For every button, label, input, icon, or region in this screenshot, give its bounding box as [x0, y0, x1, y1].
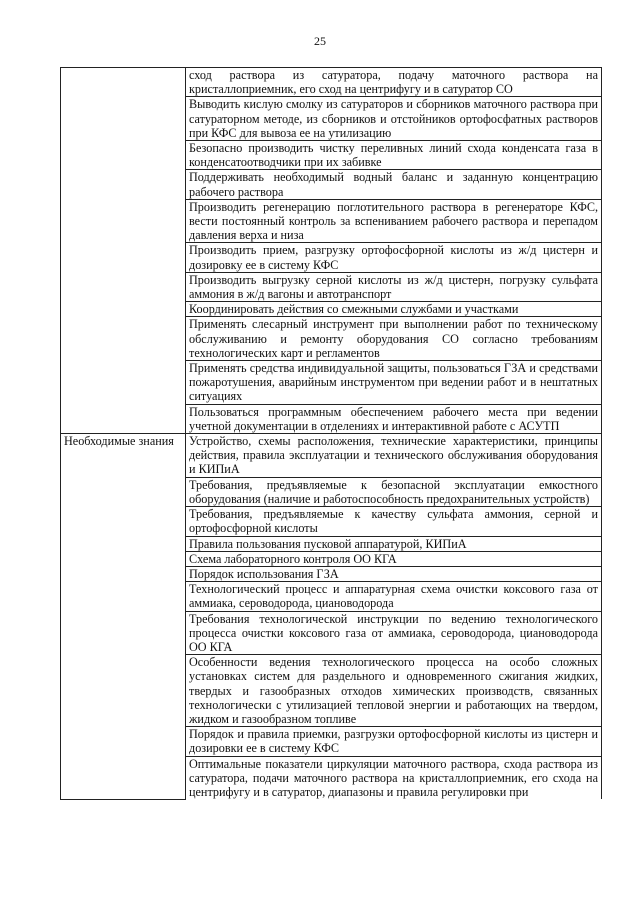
item-text: Порядок использования ГЗА	[189, 566, 339, 581]
labor-actions-label	[61, 68, 186, 434]
required-knowledge-item	[186, 434, 602, 478]
labor-actions-item	[186, 243, 602, 272]
item-text: Выводить кислую смолку из сатураторов и сборников маточного раствора при сатураторном методе, из сборников и отстойников ортофосфатных растворов при КФС для вывоза ее на утилизацию	[189, 97, 598, 140]
item-text: Применять слесарный инструмент при выполнении работ по техническому обслуживанию и ремонту оборудования СО согласно требованиям технологических карт и регламентов	[189, 317, 598, 360]
item-text: Правила пользования пусковой аппаратурой, КИПиА	[189, 536, 467, 551]
labor-actions-item	[186, 170, 602, 199]
item-text: Применять средства индивидуальной защиты, пользоваться ГЗА и средствами пожаротушения, аварийным инструментом при ведении работ и в нештатных ситуациях	[189, 361, 598, 404]
required-knowledge-item	[186, 611, 602, 655]
required-knowledge-item	[186, 566, 602, 581]
item-text: Устройство, схемы расположения, технические характеристики, принципы действия, правила эксплуатации и технического обслуживания оборудования и КИПиА	[189, 434, 598, 477]
item-text: сход раствора из сатуратора, подачу маточного раствора на кристаллоприемник, его сход на центрифугу и в сатуратор СО	[189, 68, 598, 97]
item-text: Производить прием, разгрузку ортофосфорной кислоты из ж/д цистерн и дозировку ее в систему КФС	[189, 243, 598, 272]
item-text: Поддерживать необходимый водный баланс и заданную концентрацию рабочего раствора	[189, 170, 598, 199]
labor-actions-item	[186, 302, 602, 317]
labor-actions-item	[186, 272, 602, 301]
required-knowledge-item	[186, 756, 602, 799]
labor-actions-item	[186, 361, 602, 405]
required-knowledge-item	[186, 477, 602, 506]
required-knowledge-item	[186, 582, 602, 611]
required-knowledge-label: Необходимые знания	[61, 434, 186, 800]
labor-actions-item	[186, 141, 602, 170]
item-text: Требования технологической инструкции по ведению технологического процесса очистки коксового газа от аммиака, сероводорода, циановодорода ОО КГА	[189, 611, 598, 654]
item-text: Требования, предъявляемые к безопасной эксплуатации емкостного оборудования (наличие и работоспособность предохранительных устройств)	[189, 477, 598, 506]
required-knowledge-item	[186, 551, 602, 566]
table-row	[61, 68, 602, 97]
item-text: Порядок и правила приемки, разгрузки ортофосфорной кислоты из цистерн и дозировки ее в систему КФС	[189, 727, 598, 756]
labor-actions-item	[186, 404, 602, 433]
item-text: Технологический процесс и аппаратурная схема очистки коксового газа от аммиака, сероводорода, циановодорода	[189, 582, 598, 611]
item-text: Производить выгрузку серной кислоты из ж/д цистерн, погрузку сульфата аммония в ж/д вагоны и автотранспорт	[189, 272, 598, 302]
item-text: Оптимальные показатели циркуляции маточного раствора, схода раствора из сатуратора, подачи маточного раствора на кристаллоприемник, его схода на центрифугу и в сатуратор, диапазоны и правила регулировки при	[189, 756, 598, 799]
competency-table	[60, 67, 602, 800]
required-knowledge-item	[186, 655, 602, 727]
required-knowledge-item	[186, 536, 602, 551]
required-knowledge-item	[186, 727, 602, 756]
item-text: Координировать действия со смежными службами и участками	[189, 302, 519, 317]
labor-actions-item	[186, 199, 602, 243]
item-text: Безопасно производить чистку переливных линий схода конденсата газа в конденсатоотводчики при их забивке	[189, 141, 598, 170]
item-text: Схема лабораторного контроля ОО КГА	[189, 551, 397, 566]
required-knowledge-item	[186, 507, 602, 536]
item-text: Особенности ведения технологического процесса на особо сложных установках систем для раздельного и одновременного сжигания жидких, твердых и газообразных отходов химических производств, связанных технологически с утилизацией тепловой энергии и работающих на твердом, жидком и газообразном топливе	[189, 655, 598, 726]
item-text: Пользоваться программным обеспечением рабочего места при ведении учетной документации в отделениях и интерактивной работе с АСУТП	[189, 404, 598, 433]
labor-actions-item	[186, 317, 602, 361]
table-row	[61, 434, 602, 478]
labor-actions-item	[186, 97, 602, 141]
item-text: Производить регенерацию поглотительного раствора в регенераторе КФС, вести постоянный контроль за вспениванием рабочего раствора и перепадом давления верха и низа	[189, 199, 598, 243]
labor-actions-item	[186, 68, 602, 97]
item-text: Требования, предъявляемые к качеству сульфата аммония, серной и ортофосфорной кислоты	[189, 507, 598, 536]
page-number: 25	[314, 34, 326, 48]
